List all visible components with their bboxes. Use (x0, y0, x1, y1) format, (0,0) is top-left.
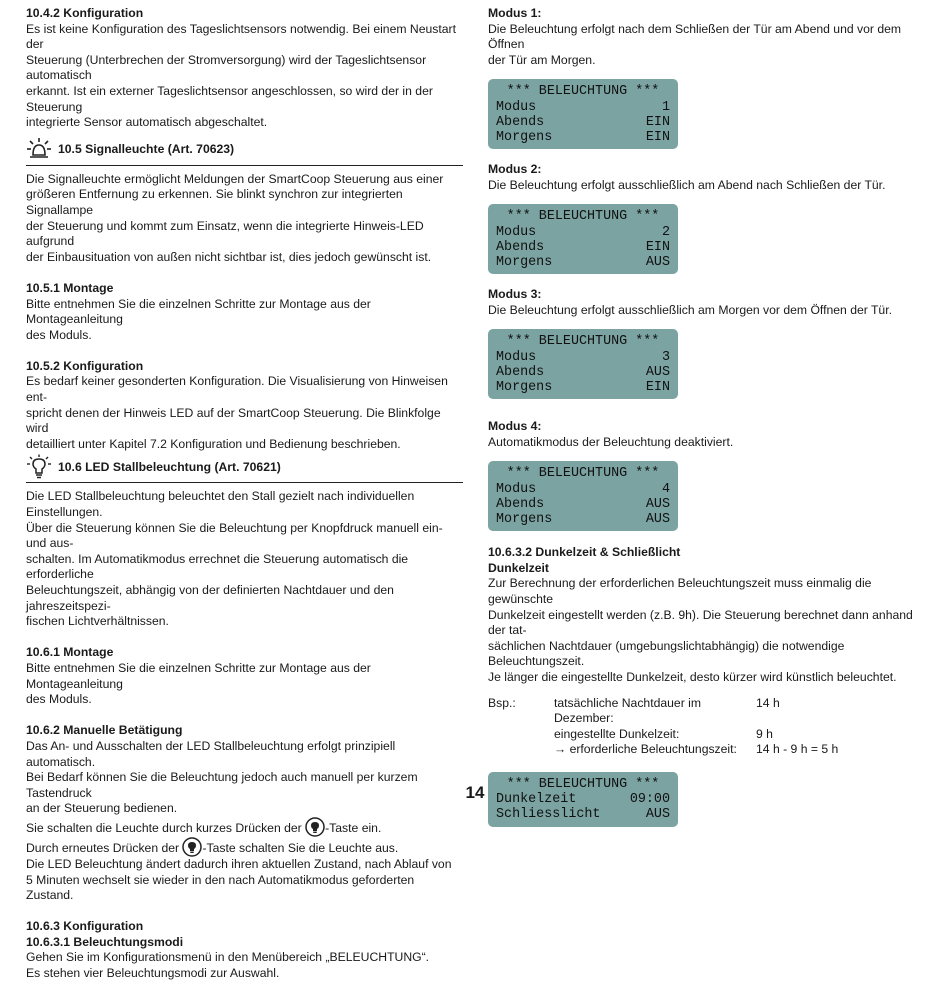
text-line: an der Steuerung bedienen. (26, 801, 178, 816)
lcd-value: 2 (661, 224, 670, 240)
heading-10-5-2: 10.5.2 Konfiguration (26, 358, 144, 373)
lcd-value: 3 (661, 349, 670, 365)
text-line: Bitte entnehmen Sie die einzelnen Schritte zur Montage aus der Montageanleitung (26, 296, 371, 327)
text-line: der Tür am Morgen. (488, 52, 596, 67)
heading-10-5-1: 10.5.1 Montage (26, 280, 114, 295)
lcd-label: Abends (496, 239, 545, 255)
text-line: integrierte Sensor automatisch abgeschaltet. (26, 115, 268, 130)
lcd-title: *** BELEUCHTUNG *** (506, 776, 660, 792)
example-value: 9 h (756, 726, 773, 741)
heading-10-4-2: 10.4.2 Konfiguration (26, 6, 144, 20)
text-line: Die Beleuchtung erfolgt nach dem Schließen der Tür am Abend und vor dem Öffnen (488, 21, 902, 52)
text-line: des Moduls. (26, 327, 92, 342)
text-line: detailliert unter Kapitel 7.2 Konfiguration und Bedienung beschrieben. (26, 436, 401, 451)
text-line: Die LED Beleuchtung ändert dadurch ihren aktuellen Zustand, nach Ablauf von (26, 856, 452, 871)
text-line: Es ist keine Konfiguration des Tageslichtsensors notwendig. Bei einem Neustart der (26, 21, 456, 52)
lcd-label: Schliesslicht (496, 807, 601, 823)
mode-1-title: Modus 1: (488, 6, 542, 20)
text-line: spricht denen der Hinweis LED auf der SmartCoop Steuerung. Die Blinkfolge wird (26, 405, 441, 436)
lcd-row (496, 255, 670, 270)
lcd-row (496, 100, 670, 115)
heading-10-6: 10.6 LED Stallbeleuchtung (Art. 70621) (58, 459, 281, 474)
text-line: Automatikmodus der Beleuchtung deaktiviert. (488, 434, 734, 449)
text-line: Das An- und Ausschalten der LED Stallbeleuchtung erfolgt prinzipiell automatisch. (26, 738, 396, 769)
lcd-row (496, 350, 670, 365)
lcd-value: EIN (645, 129, 670, 145)
heading-10-6-3: 10.6.3 Konfiguration (26, 919, 144, 934)
text-line: Bitte entnehmen Sie die einzelnen Schritte zur Montage aus der Montageanleitung (26, 660, 371, 691)
lcd-value: AUS (645, 807, 670, 823)
lcd-label: Modus (496, 99, 537, 115)
heading-10-6-3-2: 10.6.3.2 Dunkelzeit & Schließlicht (488, 545, 681, 560)
lcd-value: EIN (645, 239, 670, 255)
lcd-value: EIN (645, 114, 670, 130)
text-line: Dunkelzeit eingestellt werden (z.B. 9h). Die Steuerung berechnet dann anhand der tat- (488, 607, 913, 638)
signal-light-icon (26, 137, 52, 163)
heading-dunkelzeit: Dunkelzeit (488, 560, 549, 575)
text-line: des Moduls. (26, 692, 92, 707)
page-number: 14 (465, 783, 485, 802)
text-line: Beleuchtungszeit, abhängig von der definierten Nachtdauer und den jahreszeitspezi- (26, 583, 394, 613)
lcd-display-mode-4 (488, 461, 678, 531)
left-column (26, 6, 463, 982)
lcd-value: AUS (645, 511, 670, 527)
example-label: Bsp.: (488, 695, 516, 710)
example-value: 14 h (756, 695, 780, 710)
text-line: Die Beleuchtung erfolgt ausschließlich am Morgen vor dem Öffnen der Tür. (488, 302, 892, 317)
text-line: Je länger die eingestellte Dunkelzeit, desto kürzer wird künstlich beleuchtet. (488, 669, 897, 684)
section-header-10-6 (26, 452, 463, 483)
lcd-label: Abends (496, 364, 545, 380)
paragraph-10-4-2 (26, 22, 463, 131)
lcd-value: AUS (645, 254, 670, 270)
lcd-value: 4 (661, 481, 670, 497)
lcd-value: 09:00 (629, 792, 670, 808)
text-line: der Steuerung und kommt zum Einsatz, wenn die integrierte Hinweis-LED aufgrund (26, 218, 424, 249)
text-line: Bei Bedarf können Sie die Beleuchtung jedoch auch manuell per kurzem Tastendruck (26, 770, 418, 800)
text-line: Zur Berechnung der erforderlichen Beleuchtungszeit muss einmalig die gewünschte (488, 576, 872, 606)
text-line: Gehen Sie im Konfigurationsmenü in den Menübereich „BELEUCHTUNG“. (26, 950, 430, 965)
text-line: 5 Minuten wechselt sie wieder in den nach Automatikmodus geforderten Zustand. (26, 872, 415, 903)
text-line: erkannt. Ist ein externer Tageslichtsensor angeschlossen, so wird der in der Steuerung (26, 83, 433, 114)
example-text: eingestellte Dunkelzeit: (554, 726, 680, 741)
lcd-row (496, 512, 670, 527)
example-value: 14 h - 9 h = 5 h (756, 742, 839, 757)
text-line: Die Beleuchtung erfolgt ausschließlich am Abend nach Schließen der Tür. (488, 177, 886, 192)
text-fragment: -Taste ein. (325, 820, 382, 835)
heading-10-6-2: 10.6.2 Manuelle Betätigung (26, 723, 183, 738)
text-line (26, 837, 463, 857)
example-text: tatsächliche Nachtdauer im Dezember: (554, 695, 701, 726)
text-line: fischen Lichtverhältnissen. (26, 614, 169, 629)
example-text: erforderliche Beleuchtungszeit: (569, 742, 737, 757)
lcd-row (496, 497, 670, 512)
lcd-row (496, 807, 670, 822)
lcd-value: AUS (645, 364, 670, 380)
lcd-label: Abends (496, 114, 545, 130)
lcd-display-mode-2 (488, 204, 678, 274)
lcd-display-mode-3 (488, 329, 678, 399)
example-calculation (488, 696, 928, 758)
text-line: Es bedarf keiner gesonderten Konfiguration. Die Visualisierung von Hinweisen ent- (26, 374, 448, 405)
paragraph-10-6 (26, 489, 463, 629)
lcd-row (496, 380, 670, 395)
lcd-row (496, 115, 670, 130)
text-fragment: Durch erneutes Drücken der (26, 840, 183, 855)
mode-4-title: Modus 4: (488, 419, 542, 434)
lcd-row (496, 240, 670, 255)
lcd-title: *** BELEUCHTUNG *** (506, 209, 660, 225)
text-line: sächlichen Nachtdauer (umgebungslichtabhängig) die notwendige Beleuchtungszeit. (488, 638, 845, 669)
right-column (488, 6, 928, 827)
lcd-display-mode-1 (488, 79, 678, 149)
arrow-right-icon: → (554, 742, 567, 757)
text-line: schalten. Im Automatikmodus errechnet die Steuerung automatisch die erforderliche (26, 551, 409, 582)
lcd-row (496, 225, 670, 240)
lcd-label: Abends (496, 496, 545, 512)
text-line: Steuerung (Unterbrechen der Stromversorgung) wird der Tageslichtsensor automatisch (26, 52, 427, 83)
lcd-label: Modus (496, 349, 537, 365)
lcd-title: *** BELEUCHTUNG *** (506, 334, 660, 350)
lcd-label: Dunkelzeit (496, 792, 577, 808)
section-header-10-5 (26, 135, 463, 166)
lcd-title: *** BELEUCHTUNG *** (506, 466, 660, 482)
lcd-value: 1 (661, 99, 670, 115)
text-line: der Einbausituation von außen nicht sichtbar ist, dies jedoch gewünscht ist. (26, 249, 432, 264)
lcd-label: Morgens (496, 379, 553, 395)
lcd-value: EIN (645, 379, 670, 395)
text-fragment: -Taste schalten Sie die Leuchte aus. (202, 840, 399, 855)
lcd-value: AUS (645, 496, 670, 512)
text-line: Über die Steuerung können Sie die Beleuchtung per Knopfdruck manuell ein- und aus- (26, 520, 443, 551)
mode-2-title: Modus 2: (488, 162, 542, 177)
lcd-row (496, 130, 670, 145)
heading-10-6-1: 10.6.1 Montage (26, 645, 114, 660)
mode-3-title: Modus 3: (488, 287, 542, 302)
heading-10-6-3-1: 10.6.3.1 Beleuchtungsmodi (26, 934, 184, 949)
text-line: Es stehen vier Beleuchtungsmodi zur Auswahl. (26, 966, 280, 981)
lcd-label: Morgens (496, 254, 553, 270)
text-fragment: Sie schalten die Leuchte durch kurzes Drücken der (26, 820, 306, 835)
lcd-label: Morgens (496, 129, 553, 145)
example-result-line (554, 742, 756, 758)
lcd-label: Morgens (496, 511, 553, 527)
heading-10-5: 10.5 Signalleuchte (Art. 70623) (58, 141, 235, 156)
lcd-label: Modus (496, 481, 537, 497)
light-button-icon (182, 837, 202, 857)
lcd-row (496, 365, 670, 380)
text-line: Die LED Stallbeleuchtung beleuchtet den Stall gezielt nach individuellen Einstellungen. (26, 489, 415, 520)
lcd-label: Modus (496, 224, 537, 240)
paragraph-10-5 (26, 172, 463, 266)
text-line: größeren Entfernung zu erkennen. Sie blinkt synchron zur integrierten Signallampe (26, 187, 403, 217)
text-line: Die Signalleuchte ermöglicht Meldungen der SmartCoop Steuerung aus einer (26, 171, 444, 186)
lightbulb-icon (26, 454, 52, 480)
lcd-title: *** BELEUCHTUNG *** (506, 84, 660, 100)
lcd-row (496, 482, 670, 497)
